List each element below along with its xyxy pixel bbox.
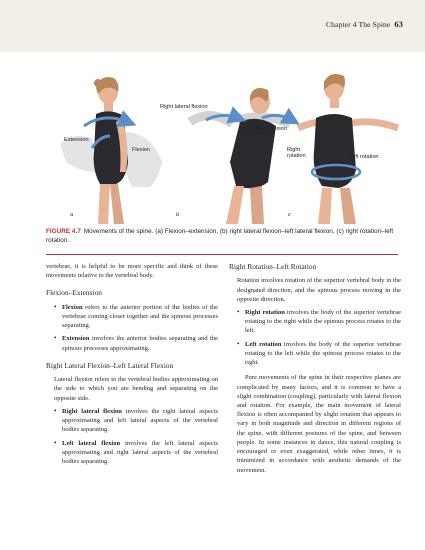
section-heading-flexion-extension: Flexion–Extension	[46, 288, 102, 298]
flexion-label: Flexion	[132, 147, 151, 153]
closing-paragraph: Pure movements of the spine in their respective planes are complicated by many factors, and it is common to have a slight combination (coupling), particularly with lateral flexion and rotation. For example, the main movement of lateral flexion is often accompanied by slight rotation that appears to vary in both magnitude and direction in different regions of the spine, with different postures of the spine, and between people. In some instances in dance, this natural coupling is encouraged or even exaggerated, while other times, it is minimized in accordance with aesthetic demands of the movement.	[237, 374, 401, 474]
page-number: 63	[394, 20, 403, 29]
figure-number: FIGURE 4.7	[46, 228, 81, 235]
panel-label-a: a	[70, 212, 74, 218]
extension-label: Extension	[64, 137, 89, 143]
list-item: • Extension involves the anterior bodies separating and the spinous processes approximating.	[54, 334, 219, 352]
list-item: • Left lateral flexion involves the left lateral aspects approximating and right lateral aspects of the vertebral bodies separating.	[54, 438, 219, 465]
left-rotation-label: Left rotation	[349, 154, 379, 160]
rotation-intro: Rotation involves rotation of the superior vertebral body in the designated direction, and the spinous process moving in the opposite direction.	[237, 277, 401, 303]
list-item: • Right rotation involves the body of the superior vertebrae rotating to the right while the spinous process rotates to the left.	[237, 308, 401, 335]
right-column	[229, 262, 401, 475]
lateral-flexion-intro: Lateral flexion refers to the vertebral bodies approximating on the side to which you are bending and separating on the opposite side.	[54, 376, 218, 402]
panel-label-c: c	[288, 212, 291, 218]
figure-caption	[46, 227, 398, 245]
figure-4-7	[0, 52, 425, 224]
caption-text: Movements of the spine. (a) Flexion–extension, (b) right lateral flexion–left lateral flexion, (c) right rotation–left rotation.	[46, 228, 394, 245]
left-lateral-flexion-label: Left lateral flexion	[243, 126, 287, 132]
flexion-extension-list	[46, 303, 218, 353]
rotation-list	[229, 308, 401, 367]
section-heading-rotation: Right Rotation–Left Rotation	[229, 262, 317, 271]
intro-paragraph: vertebrae, it is helpful to be more specific and think of these movements relative to the vertebral body.	[46, 263, 218, 280]
left-column	[46, 262, 218, 470]
running-head	[326, 20, 403, 29]
panel-label-b: b	[176, 212, 180, 218]
list-item: • Right lateral flexion involves the right lateral aspects approximating and left lateral aspects of the vertebral bodies separating.	[54, 406, 218, 434]
chapter-title: Chapter 4 The Spine	[326, 20, 391, 29]
caption-divider	[46, 254, 398, 255]
section-heading-lateral-flexion: Right Lateral Flexion–Left Lateral Flexion	[46, 360, 174, 370]
right-lateral-flexion-label: Right lateral flexion	[160, 104, 208, 110]
list-item: • Left rotation involves the body of the superior vertebrae rotating to the left while the spinous process rotates to the right.	[237, 339, 401, 367]
right-rotation-label: Right rotation	[287, 147, 306, 160]
list-item: • Flexion refers to the anterior portion of the bodies of the vertebrae coming closer together and the spinous processes separating.	[54, 302, 218, 330]
lateral-flexion-list	[46, 407, 218, 466]
